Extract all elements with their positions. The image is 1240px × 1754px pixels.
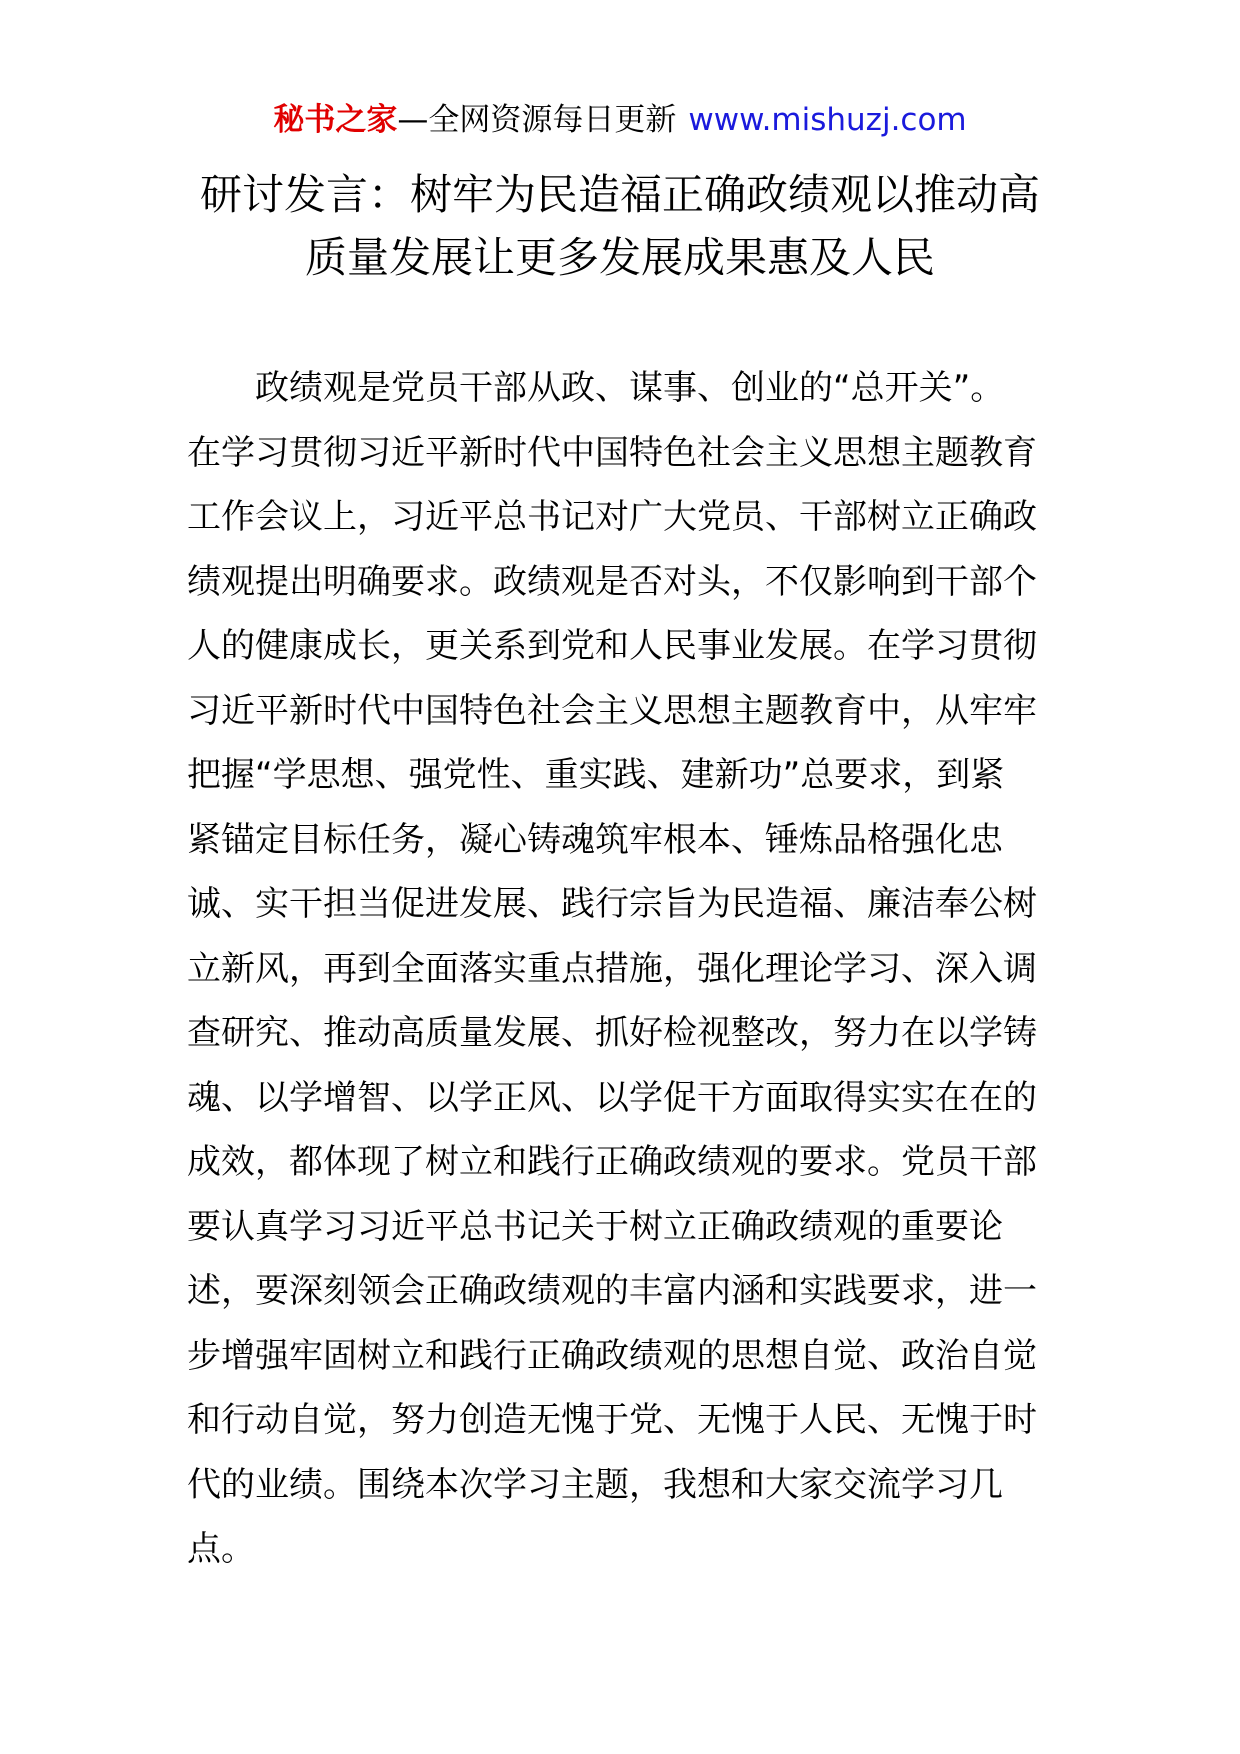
paragraph-line: 和行动自觉，努力创造无愧于党、无愧于人民、无愧于时 xyxy=(187,1400,1037,1440)
paragraph-line: 查研究、推动高质量发展、抓好检视整改，努力在以学铸 xyxy=(187,1013,1037,1053)
title-line-2: 质量发展让更多发展成果惠及人民 xyxy=(304,233,935,282)
paragraph-line: 政绩观是党员干部从政、谋事、创业的“总开关”。 xyxy=(255,368,1005,408)
paragraph-line: 步增强牢固树立和践行正确政绩观的思想自觉、政治自觉 xyxy=(187,1335,1037,1376)
paragraph-line: 点。 xyxy=(187,1529,255,1569)
banner-tagline: 全网资源每日更新 xyxy=(428,102,677,138)
paragraph-line: 立新风，再到全面落实重点措施，强化理论学习、深入调 xyxy=(187,948,1037,989)
paragraph-line: 要认真学习习近平总书记关于树立正确政绩观的重要论 xyxy=(187,1206,1003,1247)
paragraph-line: 成效，都体现了树立和践行正确政绩观的要求。党员干部 xyxy=(187,1142,1037,1182)
paragraph-line: 人的健康成长，更关系到党和人民事业发展。在学习贯彻 xyxy=(187,626,1037,666)
paragraph-line: 述，要深刻领会正确政绩观的丰富内涵和实践要求，进一 xyxy=(187,1271,1037,1311)
brand-name: 秘书之家 xyxy=(273,102,398,138)
paragraph-line: 习近平新时代中国特色社会主义思想主题教育中，从牢牢 xyxy=(187,690,1037,731)
paragraph-line: 代的业绩。围绕本次学习主题，我想和大家交流学习几 xyxy=(187,1464,1003,1505)
paragraph-line: 诚、实干担当促进发展、践行宗旨为民造福、廉洁奉公树 xyxy=(187,884,1037,924)
paragraph-line: 魂、以学增智、以学正风、以学促干方面取得实实在在的 xyxy=(187,1077,1037,1118)
paragraph-line: 工作会议上，习近平总书记对广大党员、干部树立正确政 xyxy=(187,497,1037,537)
paragraph-line: 紧锚定目标任务，凝心铸魂筑牢根本、锤炼品格强化忠 xyxy=(187,819,1003,860)
site-banner xyxy=(0,100,1240,140)
title-line-1: 研讨发言：树牢为民造福正确政绩观以推动高 xyxy=(199,170,1040,219)
paragraph-line: 在学习贯彻习近平新时代中国特色社会主义思想主题教育 xyxy=(187,432,1037,473)
document-title xyxy=(130,163,1110,289)
site-url-link[interactable]: www.mishuzj.com xyxy=(688,102,967,138)
body-paragraph xyxy=(187,356,1057,1582)
banner-dash: — xyxy=(397,102,429,138)
paragraph-line: 把握“学思想、强党性、重实践、建新功”总要求，到紧 xyxy=(187,755,1005,795)
paragraph-line: 绩观提出明确要求。政绩观是否对头，不仅影响到干部个 xyxy=(187,561,1037,602)
